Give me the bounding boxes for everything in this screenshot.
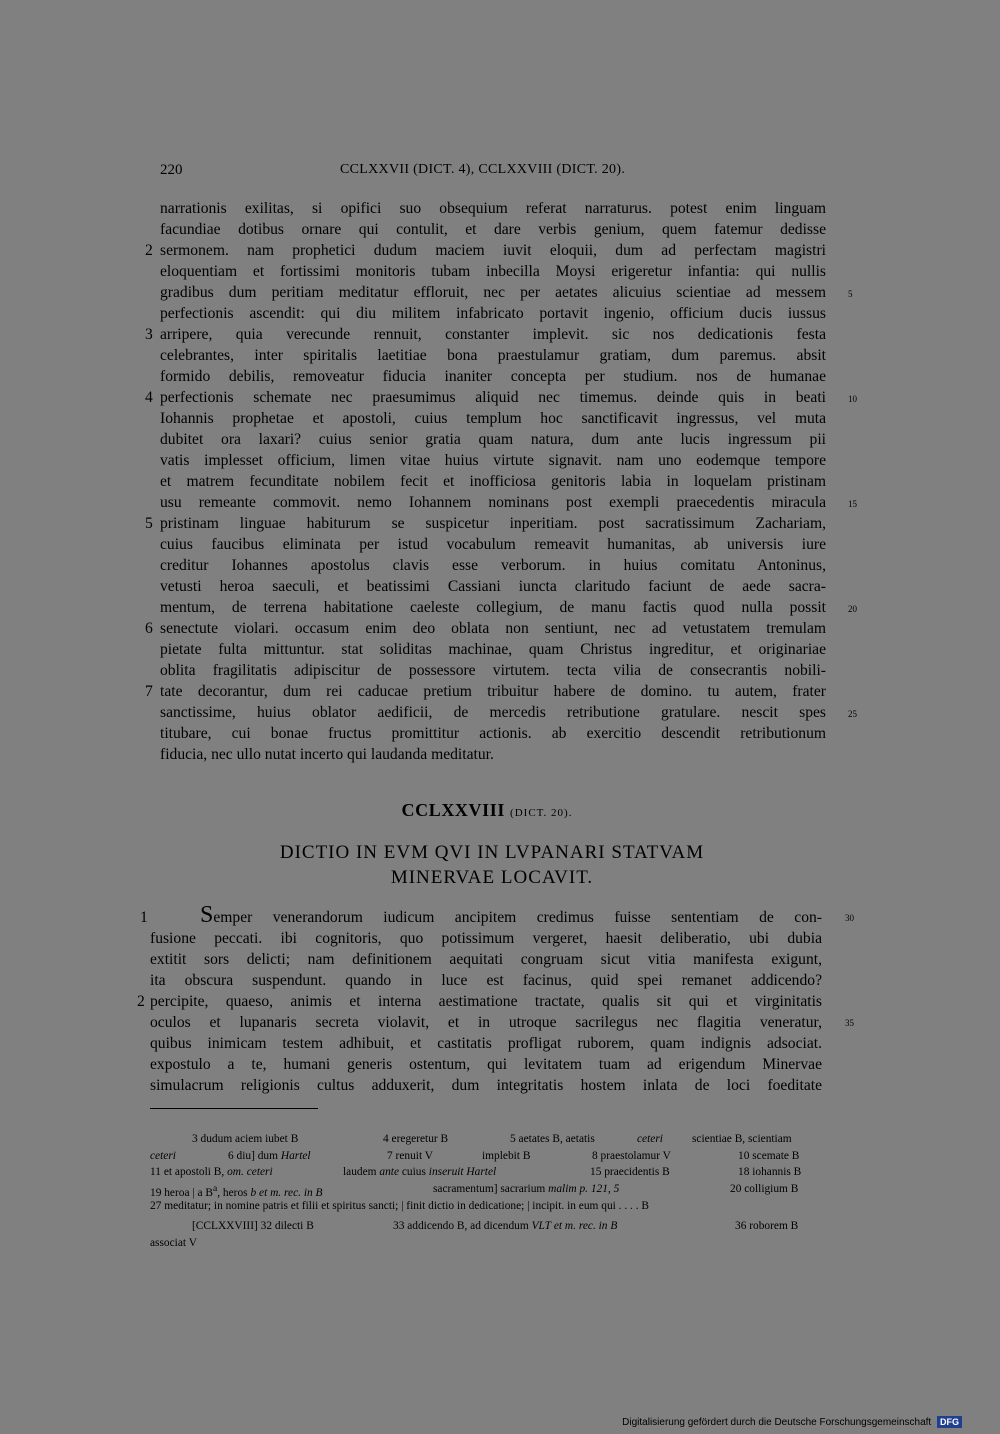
footnote-entry: 36 roborem B bbox=[735, 1220, 799, 1232]
text-line: percipite, quaeso, animis et interna aestimatione tractate, qualis sit qui et virginitatis bbox=[150, 993, 822, 1010]
section-number: 5 bbox=[145, 515, 153, 532]
text-line: quibus inimicam testem adhibuit, et castitatis profligat ruborem, quam indignis adsociat. bbox=[150, 1035, 822, 1052]
section-number: 1 bbox=[140, 909, 148, 926]
line-number: 30 bbox=[845, 913, 854, 923]
footnote-entry: [CCLXXVIII] 32 dilecti B bbox=[192, 1220, 314, 1232]
line-number: 5 bbox=[848, 289, 853, 299]
footnote-entry: ceteri bbox=[150, 1150, 176, 1162]
text-line: pietate fulta mittuntur. stat soliditas machinae, quam Christus ingreditur, et originariae bbox=[160, 641, 826, 658]
footnote-entry: ceteri bbox=[637, 1133, 663, 1145]
text-line: mentum, de terrena habitatione caeleste collegium, de manu factis quod nulla possit bbox=[160, 599, 826, 616]
text-line: eloquentiam et fortissimi monitoris tubam inbecilla Moysi erigeretur infantia: qui nullis bbox=[160, 263, 826, 280]
chapter-dict: (DICT. 20). bbox=[510, 807, 573, 819]
footnote-entry: 8 praestolamur V bbox=[592, 1150, 671, 1162]
text-line: senectute violari. occasum enim deo oblata non sentiunt, nec ad vetustatem tremulam bbox=[160, 620, 826, 637]
text-line: titubare, cui bonae fructus promittitur actionis. ab exercitio descendit retributionum bbox=[160, 725, 826, 742]
text-line: facundiae dotibus ornare qui contulit, et dare verbis genium, quem fatemur dedisse bbox=[160, 221, 826, 238]
dictio-title-line1: DICTIO IN EVM QVI IN LVPANARI STATVAM bbox=[279, 842, 705, 863]
text-line: sanctissime, huius oblator aedificii, de mercedis retributione gratulare. nescit spes bbox=[160, 704, 826, 721]
footnote-entry: sacramentum] sacrarium malim p. 121, 5 bbox=[433, 1183, 620, 1195]
text-line: dubitet ora laxari? cuius senior gratia quam natura, dum ante lucis ingressum pii bbox=[160, 431, 826, 448]
footnote-entry: 10 scemate B bbox=[738, 1150, 800, 1162]
text-line: perfectionis ascendit: qui diu militem infabricato portavit ingenio, officium ducis iussus bbox=[160, 305, 826, 322]
dictio-title-line2: MINERVAE LOCAVIT. bbox=[390, 867, 594, 888]
section-number: 6 bbox=[145, 620, 153, 637]
text-line: vetusti heroa saeculi, et beatissimi Cassiani iuncta claritudo faciunt de aede sacra- bbox=[160, 578, 826, 595]
text-line: usu remeante commovit. nemo Iohannem nominans post exempli praecedentis miracula bbox=[160, 494, 826, 511]
section-number: 4 bbox=[145, 389, 153, 406]
text-line: fiducia, nec ullo nutat incerto qui laudanda meditatur. bbox=[160, 746, 494, 763]
text-line: gradibus dum peritiam meditatur effloruit, nec per aetates alicuius scientiae ad messem bbox=[160, 284, 826, 301]
text-line: ita obscura suspendunt. quando in luce est facinus, quid spei remanet addicendo? bbox=[150, 972, 822, 989]
line-number: 35 bbox=[845, 1018, 854, 1028]
line-number: 20 bbox=[848, 604, 857, 614]
footnote-entry: 20 colligium B bbox=[730, 1183, 799, 1195]
text-line: tate decorantur, dum rei caducae pretium tribuitur habere de domino. tu autem, frater bbox=[160, 683, 826, 700]
footnote-entry: 15 praecidentis B bbox=[590, 1166, 670, 1178]
text-line: cuius faucibus eliminata per istud vocabulum remeavit humanitas, ab universis iure bbox=[160, 536, 826, 553]
text-line: narrationis exilitas, si opifici suo obsequium referat narraturus. potest enim linguam bbox=[160, 200, 826, 217]
text-line-first: Semper venerandorum iudicum ancipitem credimus fuisse sententiam de con- bbox=[200, 902, 822, 928]
drop-cap: S bbox=[200, 902, 214, 928]
footnote-entry: scientiae B, scientiam bbox=[692, 1133, 792, 1145]
text-line: oculos et lupanaris secreta violavit, et in utroque sacrilegus nec flagitia veneratur, bbox=[150, 1014, 822, 1031]
line-number: 15 bbox=[848, 499, 857, 509]
section-number: 2 bbox=[145, 242, 153, 259]
text-line: pristinam linguae habiturum se suspicetur inperitiam. post sacratissimum Zachariam, bbox=[160, 515, 826, 532]
footnote-entry: 6 diu] dum Hartel bbox=[228, 1150, 311, 1162]
running-title: CCLXXVII (DICT. 4), CCLXXVIII (DICT. 20). bbox=[340, 162, 626, 177]
footnote-entry: 3 dudum aciem iubet B bbox=[192, 1133, 299, 1145]
footnote-entry: 11 et apostoli B, om. ceteri bbox=[150, 1166, 273, 1178]
text-line: extitit sors delicti; nam definitionem aequitati congruam sicut vitia manifesta exigunt, bbox=[150, 951, 822, 968]
footnote-entry: associat V bbox=[150, 1237, 197, 1249]
chapter-number: CCLXXVIII (DICT. 20). bbox=[401, 800, 573, 820]
footnote-entry: 7 renuit V bbox=[387, 1150, 433, 1162]
text-line: fusione peccati. ibi cognitoris, quo potissimum vergeret, haesit deliberatio, ubi dubia bbox=[150, 930, 822, 947]
line-number: 25 bbox=[848, 709, 857, 719]
footnote-entry: 27 meditatur; in nomine patris et filii et spiritus sancti; | finit dictio in dedicatione; | incipit. in eum qui . . . . B bbox=[150, 1200, 650, 1212]
text-line: vatis implesset officium, limen vitae huius virtute signavit. nam uno eodemque tempore bbox=[160, 452, 826, 469]
text-line: Iohannis prophetae et apostoli, cuius templum hoc sanctificavit ingressus, vel muta bbox=[160, 410, 826, 427]
section-number: 7 bbox=[145, 683, 153, 700]
digitization-credit: Digitalisierung gefördert durch die Deutsche Forschungsgemeinschaft DFG bbox=[622, 1416, 962, 1428]
text-line: et matrem fecunditate nobilem fecit et inofficiosa genitoris labia in loquelam pristinam bbox=[160, 473, 826, 490]
text-line: perfectionis schemate nec praesumimus aliquid nec timemus. deinde quis in beati bbox=[160, 389, 826, 406]
footnote-entry: 33 addicendo B, ad dicendum VLT et m. rec. in B bbox=[393, 1220, 618, 1232]
text-line: arripere, quia verecunde rennuit, constanter implevit. sic nos dedicationis festa bbox=[160, 326, 826, 343]
line-number: 10 bbox=[848, 394, 857, 404]
dfg-logo: DFG bbox=[937, 1416, 962, 1428]
footnote-entry: 18 iohannis B bbox=[738, 1166, 802, 1178]
section-number: 3 bbox=[145, 326, 153, 343]
footnote-rule bbox=[150, 1108, 318, 1109]
section-number: 2 bbox=[137, 993, 145, 1010]
footnote-entry: 19 heroa | a $B^a$, heros b et m. rec. in B bbox=[150, 1184, 323, 1199]
footnote-entry: implebit B bbox=[482, 1150, 531, 1162]
page-header bbox=[160, 162, 825, 184]
text-line: sermonem. nam prophetici dudum maciem iuvit eloquii, dum ad perfectam magistri bbox=[160, 242, 826, 259]
text-line: oblita fragilitatis adipiscitur de possessore virtutem. tecta vilia de consecrantis nobili- bbox=[160, 662, 826, 679]
footnote-entry: 5 aetates B, aetatis bbox=[510, 1133, 595, 1145]
text-line: formido debilis, removeatur fiducia inaniter concepta per studium. nos de humanae bbox=[160, 368, 826, 385]
text-line: celebrantes, inter spiritalis laetitiae bona praestulamur gratiam, dum paremus. absit bbox=[160, 347, 826, 364]
page-number: 220 bbox=[160, 162, 183, 178]
footnote-entry: 4 eregeretur B bbox=[383, 1133, 449, 1145]
text-line: simulacrum religionis cultus adduxerit, dum integritatis hostem inlata de loci foeditate bbox=[150, 1077, 822, 1094]
text-line: expostulo a te, humani generis ostentum, qui levitatem tuam ad erigendum Minervae bbox=[150, 1056, 822, 1073]
footnote-entry: laudem ante cuius inseruit Hartel bbox=[343, 1166, 497, 1178]
text-line: creditur Iohannes apostolus clavis esse verborum. in huius comitatu Antoninus, bbox=[160, 557, 826, 574]
